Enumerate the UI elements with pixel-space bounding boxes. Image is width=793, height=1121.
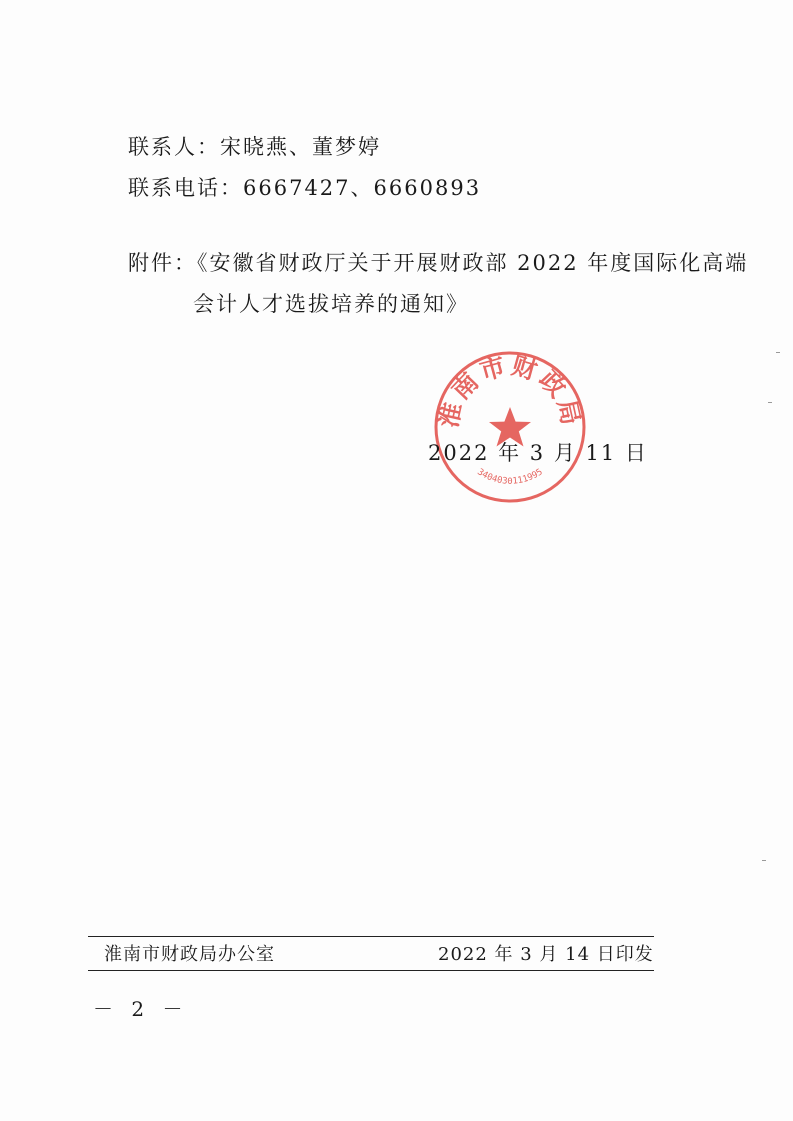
contact-phone: 联系电话：6667427、6660893	[128, 176, 482, 200]
attachment-line-2: 会计人才选拔培养的通知》	[193, 292, 469, 316]
attachment-line-1: 附件：《安徽省财政厅关于开展财政部 2022 年度国际化高端	[128, 251, 749, 275]
footer-bottom-rule	[88, 970, 654, 971]
page-number: － 2 －	[93, 997, 189, 1021]
svg-text:3404030111995	[475, 467, 544, 487]
footer-issue-date: 2022 年 3 月 14 日印发	[438, 944, 654, 965]
scan-speck	[776, 352, 780, 353]
seal-code: 3404030111995	[475, 467, 545, 487]
footer-issuing-office: 淮南市财政局办公室	[104, 944, 275, 965]
scan-speck	[768, 402, 772, 403]
document-date: 2022 年 3 月 11 日	[428, 441, 648, 465]
seal-text: 淮南市财政局	[433, 350, 587, 431]
contact-person: 联系人：宋晓燕、董梦婷	[128, 135, 381, 159]
footer-top-rule	[88, 936, 654, 937]
scan-speck	[762, 860, 766, 861]
official-seal-stamp	[432, 349, 588, 505]
